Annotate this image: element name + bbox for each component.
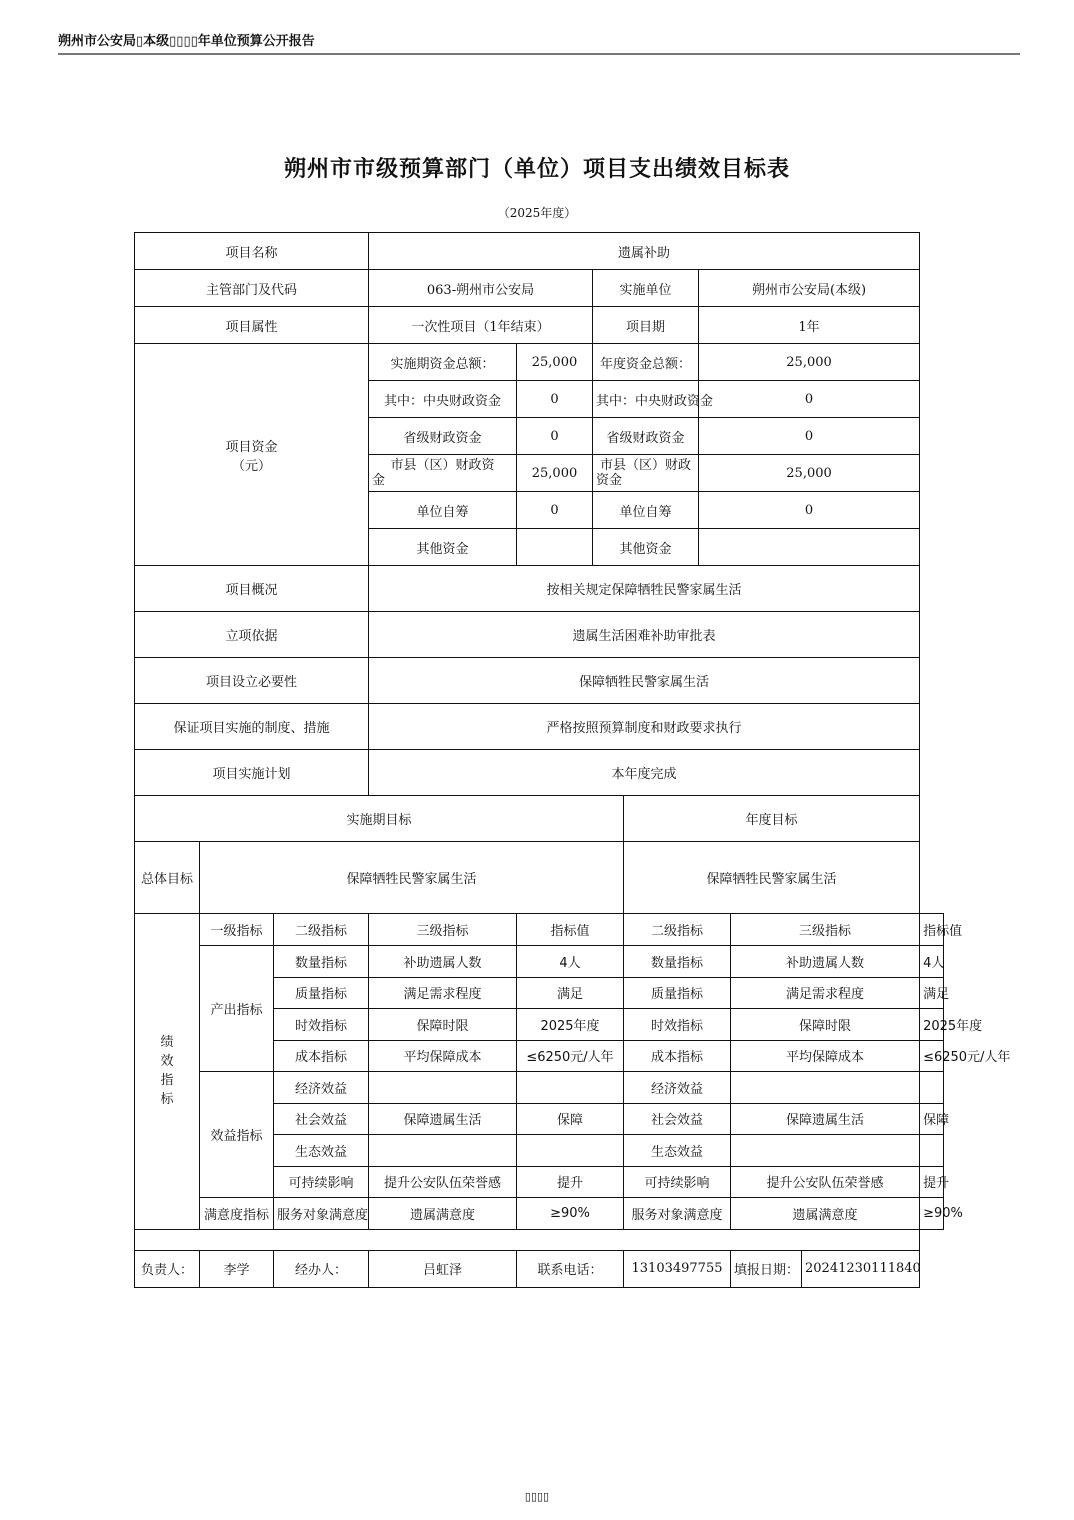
impl-total-label: 实施期资金总额： — [369, 344, 517, 381]
other-funds-label-annual: 其他资金 — [593, 529, 699, 566]
other-funds-label: 其他资金 — [369, 529, 517, 566]
overall-goal-annual: 保障牺牲民警家属生活 — [624, 842, 920, 914]
indicator-annual-l3: 满足需求程度 — [731, 977, 920, 1009]
indicator-l3: 提升公安队伍荣誉感 — [369, 1166, 517, 1198]
necessity-value: 保障牺牲民警家属生活 — [369, 658, 920, 704]
indicator-l3: 补助遗属人数 — [369, 946, 517, 978]
indicator-annual-l2: 质量指标 — [624, 977, 731, 1009]
handler-value: 吕虹泽 — [369, 1250, 517, 1287]
basis-label: 立项依据 — [135, 612, 369, 658]
indicator-l3: 保障时限 — [369, 1009, 517, 1041]
header-annual-value: 指标值 — [920, 914, 944, 946]
indicator-l3: 遗属满意度 — [369, 1198, 517, 1230]
indicator-annual-value: ≤6250元/人年 — [920, 1040, 944, 1072]
indicator-annual-l3: 补助遗属人数 — [731, 946, 920, 978]
indicator-annual-value: 保障 — [920, 1103, 944, 1135]
overall-goal-impl: 保障牺牲民警家属生活 — [200, 842, 624, 914]
indicator-value: 4人 — [517, 946, 624, 978]
handler-label: 经办人： — [274, 1250, 369, 1287]
document-year: （2025年度） — [497, 206, 577, 220]
central-funds-label-annual: 其中：中央财政资金 — [593, 381, 699, 418]
indicator-value — [517, 1135, 624, 1167]
responsible-value: 李学 — [200, 1250, 274, 1287]
indicator-l3 — [369, 1135, 517, 1167]
indicator-value — [517, 1072, 624, 1104]
impl-unit-value: 朔州市公安局(本级) — [699, 270, 920, 307]
page-number: ▯▯▯▯ — [524, 1490, 550, 1503]
header-value: 指标值 — [517, 914, 624, 946]
provincial-funds-label-annual: 省级财政资金 — [593, 418, 699, 455]
self-funds-impl: 0 — [517, 492, 593, 529]
indicator-annual-value — [920, 1135, 944, 1167]
overview-value: 按相关规定保障牺牲民警家属生活 — [369, 566, 920, 612]
spacer-row — [135, 1229, 920, 1250]
funds-label-line2: （元） — [231, 458, 271, 474]
performance-target-table — [134, 232, 1011, 1288]
indicator-l2: 质量指标 — [274, 977, 369, 1009]
measures-label: 保证项目实施的制度、措施 — [135, 704, 369, 750]
indicator-value: 保障 — [517, 1103, 624, 1135]
perf-char-4: 标 — [160, 1092, 174, 1108]
central-funds-impl: 0 — [517, 381, 593, 418]
city-funds-impl: 25,000 — [517, 455, 593, 492]
annual-goal-header: 年度目标 — [624, 796, 920, 842]
indicator-annual-l3: 提升公安队伍荣誉感 — [731, 1166, 920, 1198]
indicator-value: 2025年度 — [517, 1009, 624, 1041]
indicator-value: 满足 — [517, 977, 624, 1009]
indicator-annual-l2: 数量指标 — [624, 946, 731, 978]
central-funds-annual: 0 — [699, 381, 920, 418]
measures-value: 严格按照预算制度和财政要求执行 — [369, 704, 920, 750]
provincial-funds-label: 省级财政资金 — [369, 418, 517, 455]
indicator-annual-l2: 成本指标 — [624, 1040, 731, 1072]
indicator-l3 — [369, 1072, 517, 1104]
perf-char-2: 效 — [160, 1054, 174, 1070]
indicator-annual-l2: 服务对象满意度 — [624, 1198, 731, 1230]
header-annual-level2: 二级指标 — [624, 914, 731, 946]
indicator-annual-l3: 保障时限 — [731, 1009, 920, 1041]
perf-char-1: 绩 — [160, 1035, 174, 1051]
indicator-value: 提升 — [517, 1166, 624, 1198]
indicator-annual-l3: 保障遗属生活 — [731, 1103, 920, 1135]
self-funds-label-annual: 单位自筹 — [593, 492, 699, 529]
central-funds-label: 其中：中央财政资金 — [369, 381, 517, 418]
indicator-annual-value: 满足 — [920, 977, 944, 1009]
indicator-annual-l3 — [731, 1072, 920, 1104]
impl-unit-label: 实施单位 — [593, 270, 699, 307]
project-period-value: 1年 — [699, 307, 920, 344]
indicator-annual-value — [920, 1072, 944, 1104]
project-attr-label: 项目属性 — [135, 307, 369, 344]
project-funds-label — [135, 344, 369, 566]
city-funds-label — [369, 455, 517, 492]
indicator-annual-l2: 可持续影响 — [624, 1166, 731, 1198]
indicator-annual-l2: 社会效益 — [624, 1103, 731, 1135]
header-annual-level3: 三级指标 — [731, 914, 920, 946]
performance-indicators-label — [135, 914, 200, 1230]
indicator-l2: 社会效益 — [274, 1103, 369, 1135]
self-funds-label: 单位自筹 — [369, 492, 517, 529]
funds-label-line1: 项目资金 — [225, 439, 278, 455]
perf-char-3: 指 — [160, 1073, 174, 1089]
date-label: 填报日期： — [731, 1250, 802, 1287]
phone-label: 联系电话： — [517, 1250, 624, 1287]
indicator-annual-l2: 生态效益 — [624, 1135, 731, 1167]
date-value: 20241230111840 — [802, 1250, 920, 1287]
indicator-l3: 保障遗属生活 — [369, 1103, 517, 1135]
project-period-label: 项目期 — [593, 307, 699, 344]
indicator-annual-value: 2025年度 — [920, 1009, 944, 1041]
city-funds-annual: 25,000 — [699, 455, 920, 492]
responsible-label: 负责人： — [135, 1250, 200, 1287]
document-title: 朔州市市级预算部门（单位）项目支出绩效目标表 — [283, 157, 790, 182]
indicator-annual-value: ≥90% — [920, 1198, 944, 1230]
satisfaction-indicators-label: 满意度指标 — [200, 1198, 274, 1230]
city-funds-label-annual — [593, 455, 699, 492]
city-funds-label-a: 市县（区）财政资 — [390, 458, 495, 473]
header-level3: 三级指标 — [369, 914, 517, 946]
indicator-annual-l3: 平均保障成本 — [731, 1040, 920, 1072]
indicator-annual-l2: 经济效益 — [624, 1072, 731, 1104]
indicator-value: ≥90% — [517, 1198, 624, 1230]
indicator-l2: 经济效益 — [274, 1072, 369, 1104]
other-funds-impl — [517, 529, 593, 566]
indicator-l2: 生态效益 — [274, 1135, 369, 1167]
phone-value: 13103497755 — [624, 1250, 731, 1287]
header-level1: 一级指标 — [200, 914, 274, 946]
output-indicators-label: 产出指标 — [200, 946, 274, 1072]
dept-code-label: 主管部门及代码 — [135, 270, 369, 307]
indicator-l2: 数量指标 — [274, 946, 369, 978]
necessity-label: 项目设立必要性 — [135, 658, 369, 704]
other-funds-annual — [699, 529, 920, 566]
indicator-value: ≤6250元/人年 — [517, 1040, 624, 1072]
plan-label: 项目实施计划 — [135, 750, 369, 796]
benefit-indicators-label: 效益指标 — [200, 1072, 274, 1198]
indicator-annual-l3 — [731, 1135, 920, 1167]
overview-label: 项目概况 — [135, 566, 369, 612]
self-funds-annual: 0 — [699, 492, 920, 529]
impl-goal-header: 实施期目标 — [135, 796, 624, 842]
indicator-l2: 时效指标 — [274, 1009, 369, 1041]
indicator-l3: 满足需求程度 — [369, 977, 517, 1009]
indicator-l3: 平均保障成本 — [369, 1040, 517, 1072]
dept-code-value: 063-朔州市公安局 — [369, 270, 593, 307]
header-rule — [58, 53, 1020, 55]
project-name-value: 遗属补助 — [369, 233, 920, 270]
indicator-annual-value: 提升 — [920, 1166, 944, 1198]
basis-value: 遗属生活困难补助审批表 — [369, 612, 920, 658]
indicator-annual-l3: 遗属满意度 — [731, 1198, 920, 1230]
project-name-label: 项目名称 — [135, 233, 369, 270]
annual-total-value: 25,000 — [699, 344, 920, 381]
indicator-l2: 成本指标 — [274, 1040, 369, 1072]
annual-total-label: 年度资金总额： — [593, 344, 699, 381]
city-funds-label-b: 金 — [372, 473, 386, 488]
indicator-annual-value: 4人 — [920, 946, 944, 978]
overall-goal-label: 总体目标 — [135, 842, 200, 914]
indicator-annual-l2: 时效指标 — [624, 1009, 731, 1041]
impl-total-value: 25,000 — [517, 344, 593, 381]
plan-value: 本年度完成 — [369, 750, 920, 796]
city-funds-label2-b: 资金 — [596, 473, 623, 488]
header-level2: 二级指标 — [274, 914, 369, 946]
running-header: 朔州市公安局▯本级▯▯▯▯年单位预算公开报告 — [58, 34, 315, 49]
indicator-l2: 可持续影响 — [274, 1166, 369, 1198]
indicator-l2: 服务对象满意度 — [274, 1198, 369, 1230]
city-funds-label2-a: 市县（区）财政 — [599, 458, 691, 473]
provincial-funds-annual: 0 — [699, 418, 920, 455]
provincial-funds-impl: 0 — [517, 418, 593, 455]
project-attr-value: 一次性项目（1年结束） — [369, 307, 593, 344]
